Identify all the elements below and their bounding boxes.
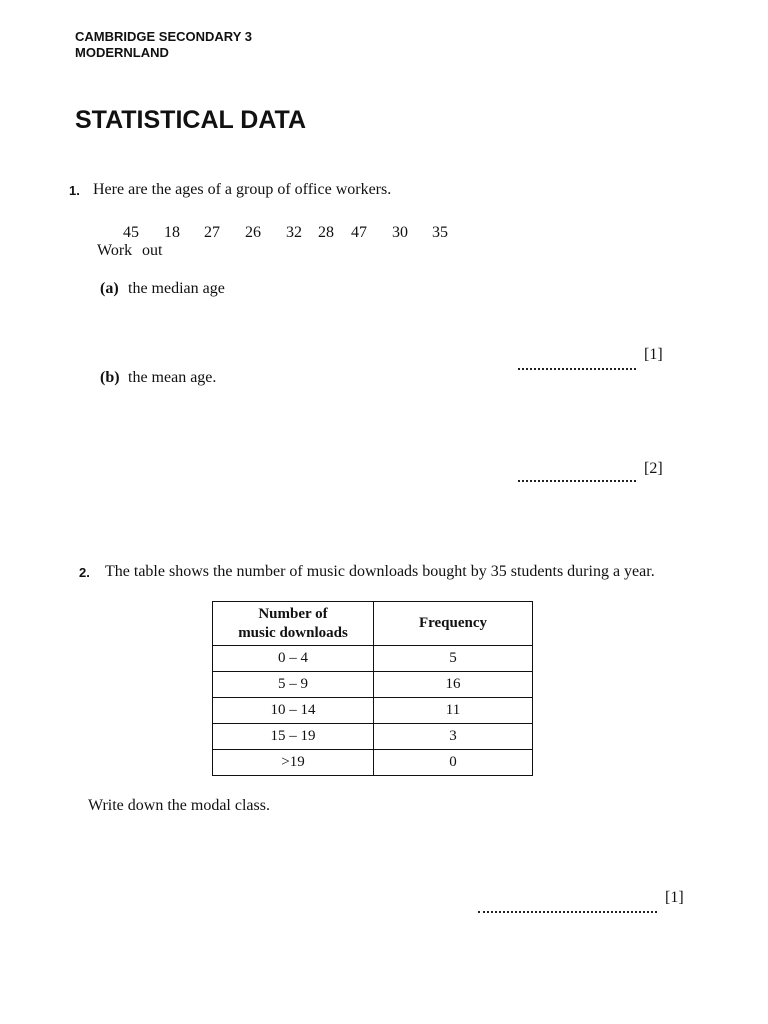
- table-row: [213, 698, 533, 724]
- header-location-line: MODERNLAND: [75, 45, 169, 60]
- question-2-number: 2.: [79, 565, 90, 580]
- answer-line-q2[interactable]: [478, 901, 657, 919]
- age-value: 47: [351, 224, 367, 241]
- part-a-label: (a): [100, 280, 119, 297]
- age-value: 30: [392, 224, 408, 241]
- downloads-cell: 15 – 19: [213, 724, 374, 750]
- table-header-row: [213, 602, 533, 646]
- instruction-word-work: Work: [97, 242, 133, 259]
- table-row: [213, 724, 533, 750]
- downloads-cell: 0 – 4: [213, 646, 374, 672]
- age-value: 27: [204, 224, 220, 241]
- question-2-marks: [1]: [665, 889, 684, 906]
- part-b-label: (b): [100, 369, 120, 386]
- answer-line-b[interactable]: [518, 470, 636, 488]
- part-b-marks: [2]: [644, 460, 663, 477]
- age-value: 35: [432, 224, 448, 241]
- answer-line-a[interactable]: [518, 358, 636, 376]
- frequency-cell: 0: [374, 750, 533, 776]
- header-frequency: Frequency: [374, 602, 533, 646]
- table-row: [213, 672, 533, 698]
- table-row: [213, 646, 533, 672]
- age-value: 28: [318, 224, 334, 241]
- frequency-cell: 16: [374, 672, 533, 698]
- instruction-word-out: out: [142, 242, 163, 259]
- question-2-text: The table shows the number of music downloads bought by 35 students during a year.: [105, 563, 655, 580]
- question-1-number: 1.: [69, 183, 80, 198]
- age-value: 26: [245, 224, 261, 241]
- frequency-cell: 5: [374, 646, 533, 672]
- header-downloads-line1: Number of: [258, 605, 328, 622]
- table-row: [213, 750, 533, 776]
- age-value: 45: [123, 224, 139, 241]
- part-b-text: the mean age.: [128, 369, 217, 386]
- age-value: 18: [164, 224, 180, 241]
- downloads-cell: 10 – 14: [213, 698, 374, 724]
- header-downloads: [213, 602, 374, 646]
- frequency-cell: 11: [374, 698, 533, 724]
- question-1-text: Here are the ages of a group of office workers.: [93, 181, 392, 198]
- part-a-marks: [1]: [644, 346, 663, 363]
- question-2-prompt: Write down the modal class.: [88, 797, 270, 814]
- header-school-line: CAMBRIDGE SECONDARY 3: [75, 29, 252, 44]
- age-value: 32: [286, 224, 302, 241]
- downloads-cell: >19: [213, 750, 374, 776]
- frequency-table: [212, 601, 533, 776]
- page-title: STATISTICAL DATA: [75, 106, 306, 134]
- part-a-text: the median age: [128, 280, 225, 297]
- downloads-cell: 5 – 9: [213, 672, 374, 698]
- header-downloads-line2: music downloads: [238, 624, 348, 641]
- frequency-cell: 3: [374, 724, 533, 750]
